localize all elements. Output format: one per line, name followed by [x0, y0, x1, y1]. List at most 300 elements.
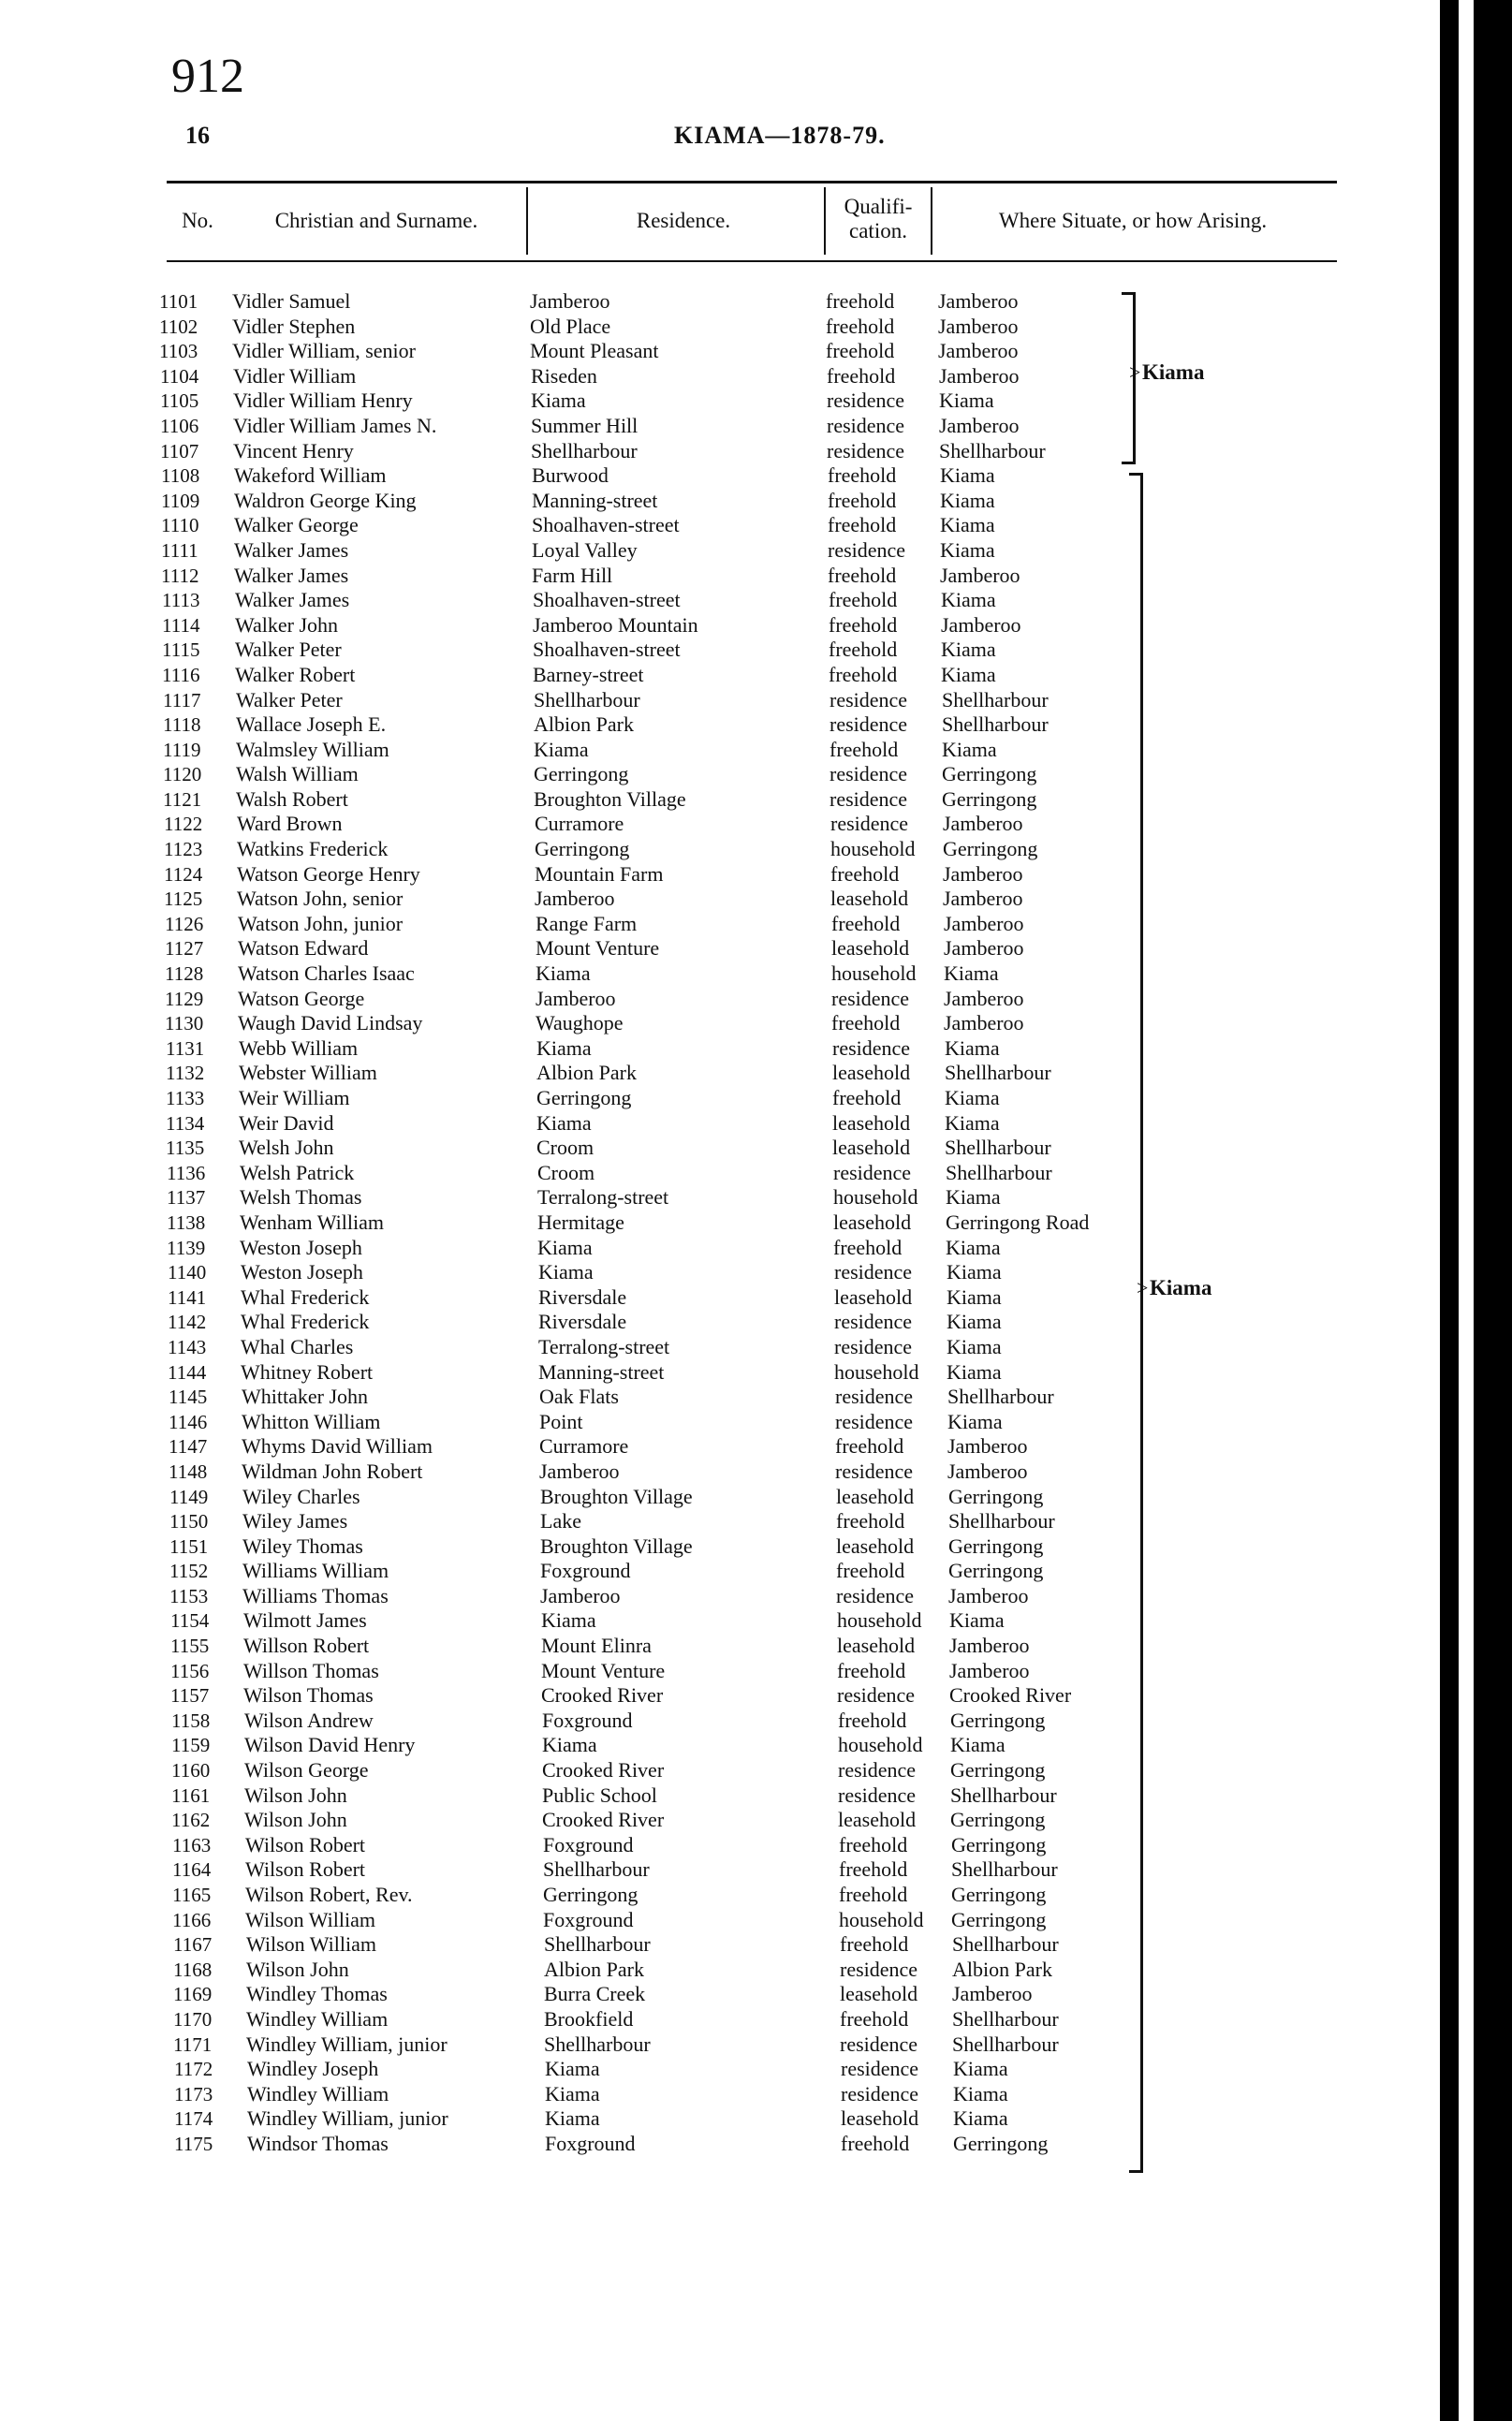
row-residence: Crooked River	[541, 1683, 664, 1708]
row-residence: Jamberoo Mountain	[533, 612, 698, 637]
row-residence: Kiama	[545, 2106, 600, 2131]
row-residence: Riversdale	[538, 1284, 627, 1309]
table-row	[0, 1111, 1404, 1137]
row-where-situate: Shellharbour	[952, 1932, 1059, 1957]
row-name: Wilson Robert, Rev.	[245, 1883, 413, 1906]
table-row	[0, 1908, 1404, 1933]
bracket-label-group-1: Kiama	[1142, 360, 1205, 384]
row-residence: Shellharbour	[531, 438, 638, 462]
row-name: Vidler William, senior	[232, 339, 416, 363]
table-row	[0, 2106, 1404, 2132]
table-row	[0, 1460, 1404, 1485]
row-qualification: residence	[840, 1957, 918, 1981]
table-row	[0, 987, 1404, 1012]
row-qualification: freehold	[837, 1658, 906, 1682]
row-where-situate: Kiama	[941, 662, 996, 686]
column-header-name: Christian and Surname.	[274, 209, 478, 232]
row-residence: Gerringong	[535, 837, 630, 861]
column-separator	[824, 187, 826, 255]
column-header-qualification-line1: Qualifi-	[844, 195, 913, 218]
table-row	[0, 1932, 1404, 1958]
row-residence: Manning-street	[538, 1359, 665, 1384]
row-where-situate: Jamberoo	[939, 413, 1020, 437]
row-name: Vincent Henry	[233, 438, 354, 462]
row-qualification: residence	[828, 537, 906, 562]
row-residence: Lake	[540, 1509, 581, 1533]
row-qualification: freehold	[839, 1857, 908, 1882]
row-where-situate: Kiama	[941, 588, 996, 612]
row-qualification: freehold	[829, 612, 898, 637]
table-row	[0, 1509, 1404, 1534]
row-residence: Croom	[537, 1160, 595, 1184]
row-name: Williams Thomas	[242, 1583, 389, 1607]
row-number: 1160	[171, 1759, 211, 1783]
row-qualification: household	[837, 1608, 922, 1633]
row-qualification: residence	[837, 1683, 916, 1708]
row-where-situate: Jamberoo	[949, 1658, 1030, 1682]
table-row	[0, 1584, 1404, 1609]
row-qualification: freehold	[829, 737, 899, 761]
row-name: Webster William	[239, 1061, 377, 1085]
table-row	[0, 787, 1404, 813]
row-name: Wilson David Henry	[244, 1733, 416, 1757]
row-number: 1109	[161, 489, 200, 512]
row-qualification: household	[830, 837, 916, 861]
row-name: Waugh David Lindsay	[238, 1011, 423, 1035]
column-separator	[931, 187, 932, 255]
table-row	[0, 1733, 1404, 1758]
row-where-situate: Shellharbour	[945, 1136, 1051, 1160]
row-name: Wilson Andrew	[244, 1708, 374, 1732]
row-residence: Foxground	[543, 1832, 634, 1856]
row-name: Wilson Robert	[245, 1857, 366, 1882]
row-number: 1128	[165, 962, 204, 986]
row-residence: Jamberoo	[536, 986, 616, 1010]
table-row	[0, 513, 1404, 538]
row-number: 1165	[172, 1884, 212, 1906]
row-number: 1169	[173, 1983, 213, 2006]
row-name: Whittaker John	[242, 1385, 369, 1409]
row-where-situate: Kiama	[945, 1110, 1000, 1135]
row-residence: Kiama	[537, 1235, 593, 1259]
row-qualification: freehold	[836, 1559, 905, 1583]
row-name: Wildman John Robert	[242, 1459, 423, 1483]
row-residence: Jamberoo	[540, 1583, 621, 1607]
row-qualification: residence	[827, 438, 905, 462]
row-name: Walker James	[234, 563, 349, 587]
table-row	[0, 538, 1404, 564]
row-residence: Foxground	[543, 1907, 634, 1931]
row-number: 1119	[163, 738, 201, 761]
row-name: Wiley James	[242, 1509, 348, 1533]
row-where-situate: Gerringong	[951, 1832, 1047, 1856]
row-number: 1146	[169, 1410, 208, 1433]
row-name: Walker Robert	[235, 662, 356, 686]
table-row	[0, 1833, 1404, 1858]
row-name: Walker James	[234, 537, 349, 562]
row-where-situate: Jamberoo	[938, 314, 1019, 338]
row-number: 1131	[166, 1036, 205, 1060]
row-where-situate: Kiama	[950, 1733, 1006, 1757]
row-qualification: freehold	[826, 339, 895, 363]
row-where-situate: Gerringong	[950, 1758, 1046, 1783]
row-number: 1147	[169, 1435, 208, 1459]
row-number: 1122	[164, 813, 203, 836]
row-number: 1171	[173, 2032, 213, 2056]
row-number: 1106	[160, 414, 199, 437]
row-qualification: residence	[827, 389, 905, 413]
row-name: Walker Peter	[235, 638, 342, 662]
row-residence: Shoalhaven-street	[532, 513, 680, 537]
row-number: 1111	[161, 538, 198, 562]
row-where-situate: Kiama	[953, 2057, 1008, 2081]
row-where-situate: Shellharbour	[948, 1509, 1055, 1533]
row-number: 1124	[164, 862, 203, 886]
row-number: 1121	[163, 787, 202, 811]
row-name: Welsh Thomas	[240, 1185, 362, 1210]
row-qualification: residence	[835, 1385, 914, 1409]
row-number: 1110	[161, 514, 199, 537]
row-residence: Burwood	[532, 463, 609, 488]
row-qualification: freehold	[828, 513, 897, 537]
row-name: Waldron George King	[234, 488, 417, 512]
row-number: 1141	[168, 1285, 207, 1309]
row-where-situate: Kiama	[947, 1310, 1002, 1334]
table-row	[0, 1434, 1404, 1460]
row-qualification: leasehold	[836, 1484, 915, 1508]
row-qualification: freehold	[838, 1708, 907, 1732]
row-qualification: residence	[831, 986, 910, 1010]
row-name: Vidler William	[233, 363, 357, 388]
row-where-situate: Shellharbour	[945, 1061, 1051, 1085]
row-where-situate: Kiama	[940, 537, 995, 562]
row-where-situate: Kiama	[940, 488, 995, 512]
row-name: Wiley Charles	[242, 1484, 360, 1508]
row-number: 1170	[173, 2007, 213, 2031]
header-bottom-rule	[167, 260, 1337, 262]
row-residence: Kiama	[536, 1110, 592, 1135]
row-qualification: freehold	[839, 1832, 908, 1856]
bracket-label-group-2: Kiama	[1150, 1276, 1212, 1299]
row-number: 1163	[172, 1833, 212, 1856]
table-row	[0, 1485, 1404, 1510]
page-title: KIAMA—1878-79.	[674, 122, 886, 149]
table-row	[0, 862, 1404, 888]
row-name: Windley William, junior	[247, 2106, 448, 2131]
row-where-situate: Jamberoo	[944, 911, 1024, 935]
row-residence: Point	[539, 1409, 583, 1433]
row-residence: Gerringong	[536, 1086, 632, 1109]
row-residence: Foxground	[540, 1559, 631, 1583]
row-residence: Mount Pleasant	[530, 339, 659, 363]
row-name: Vidler Samuel	[232, 289, 351, 313]
table-row	[0, 1136, 1404, 1161]
row-where-situate: Kiama	[942, 737, 997, 761]
row-name: Whal Charles	[241, 1334, 354, 1358]
table-row	[0, 812, 1404, 837]
row-where-situate: Jamberoo	[941, 612, 1021, 637]
row-number: 1103	[159, 340, 198, 363]
row-name: Webb William	[239, 1035, 359, 1060]
table-row	[0, 1335, 1404, 1360]
row-number: 1162	[171, 1809, 211, 1832]
row-number: 1123	[164, 838, 203, 861]
bracket-group-2	[1129, 473, 1143, 2173]
row-where-situate: Jamberoo	[944, 986, 1024, 1010]
table-row	[0, 663, 1404, 688]
table-row	[0, 1982, 1404, 2007]
table-row	[0, 2007, 1404, 2032]
row-qualification: freehold	[829, 588, 898, 612]
table-row	[0, 1683, 1404, 1709]
row-number: 1138	[167, 1210, 206, 1234]
row-number: 1157	[170, 1684, 210, 1708]
table-row	[0, 564, 1404, 589]
row-qualification: freehold	[829, 662, 898, 686]
row-name: Weston Joseph	[241, 1260, 363, 1284]
table-row	[0, 961, 1404, 987]
row-qualification: residence	[827, 413, 905, 437]
row-number: 1155	[170, 1635, 210, 1658]
row-number: 1116	[162, 663, 200, 686]
table-row	[0, 2032, 1404, 2058]
row-name: Wilson John	[244, 1808, 347, 1832]
row-name: Ward Brown	[237, 812, 343, 836]
table-row	[0, 887, 1404, 912]
row-number: 1105	[160, 389, 199, 413]
column-header-no: No.	[182, 209, 213, 232]
row-residence: Albion Park	[534, 712, 634, 737]
row-where-situate: Jamberoo	[947, 1459, 1028, 1483]
row-residence: Curramore	[539, 1434, 629, 1459]
row-where-situate: Kiama	[947, 1334, 1002, 1358]
row-name: Whitney Robert	[241, 1359, 374, 1384]
row-qualification: freehold	[831, 1011, 901, 1035]
table-row	[0, 1857, 1404, 1883]
row-qualification: freehold	[829, 638, 898, 662]
row-number: 1154	[170, 1609, 210, 1633]
table-row	[0, 1783, 1404, 1809]
row-residence: Barney-street	[533, 662, 644, 686]
row-residence: Crooked River	[542, 1758, 665, 1783]
row-name: Watson Charles Isaac	[238, 961, 415, 986]
row-residence: Hermitage	[537, 1210, 624, 1234]
row-name: Watson John, junior	[238, 911, 404, 935]
row-number: 1148	[169, 1460, 208, 1483]
row-number: 1140	[168, 1261, 207, 1284]
row-qualification: leasehold	[840, 1982, 918, 2006]
row-qualification: leasehold	[833, 1210, 912, 1234]
table-row	[0, 1036, 1404, 1062]
row-number: 1149	[169, 1485, 209, 1508]
row-name: Wiley Thomas	[242, 1533, 363, 1558]
table-row	[0, 1634, 1404, 1659]
row-where-situate: Jamberoo	[947, 1434, 1028, 1459]
row-where-situate: Kiama	[946, 1185, 1001, 1210]
column-header-where: Where Situate, or how Arising.	[998, 209, 1268, 232]
row-number: 1143	[168, 1335, 207, 1358]
row-qualification: leasehold	[837, 1634, 916, 1658]
row-qualification: residence	[838, 1783, 917, 1807]
table-row	[0, 289, 1404, 315]
row-residence: Mount Venture	[541, 1658, 666, 1682]
table-row	[0, 1608, 1404, 1634]
table-row	[0, 315, 1404, 340]
table-row	[0, 1758, 1404, 1783]
column-header-qualification-line2: cation.	[849, 219, 907, 242]
row-number: 1174	[174, 2107, 213, 2131]
row-name: Vidler William James N.	[233, 413, 437, 437]
row-where-situate: Jamberoo	[943, 887, 1023, 911]
row-residence: Broughton Village	[540, 1533, 693, 1558]
row-residence: Oak Flats	[539, 1385, 619, 1409]
table-row	[0, 2057, 1404, 2082]
row-qualification: leasehold	[832, 1136, 911, 1160]
row-number: 1159	[171, 1734, 211, 1757]
row-qualification: freehold	[840, 2006, 909, 2031]
table-row	[0, 463, 1404, 489]
row-where-situate: Jamberoo	[943, 861, 1023, 886]
row-name: Welsh John	[239, 1136, 334, 1160]
row-name: Walker John	[235, 612, 339, 637]
row-number: 1120	[163, 763, 202, 786]
row-residence: Foxground	[542, 1708, 633, 1732]
row-where-situate: Shellharbour	[942, 712, 1049, 737]
row-where-situate: Kiama	[947, 1284, 1002, 1309]
table-row	[0, 1185, 1404, 1210]
table-row	[0, 712, 1404, 738]
bracket-point: >	[1137, 1276, 1149, 1299]
row-name: Wilson William	[246, 1932, 376, 1957]
row-number: 1127	[165, 937, 204, 961]
row-name: Walsh Robert	[236, 786, 348, 811]
row-residence: Kiama	[545, 2081, 600, 2106]
row-residence: Broughton Village	[534, 786, 686, 811]
row-number: 1136	[167, 1161, 206, 1184]
row-qualification: residence	[829, 762, 908, 786]
row-number: 1173	[174, 2082, 213, 2106]
row-where-situate: Gerringong	[943, 837, 1038, 861]
row-where-situate: Kiama	[945, 1086, 1000, 1109]
row-number: 1135	[166, 1137, 205, 1160]
row-residence: Burra Creek	[544, 1982, 646, 2006]
row-residence: Kiama	[536, 1035, 592, 1060]
row-qualification: freehold	[833, 1235, 903, 1259]
table-row	[0, 738, 1404, 763]
row-number: 1108	[161, 464, 200, 488]
row-where-situate: Albion Park	[952, 1957, 1052, 1981]
row-residence: Albion Park	[536, 1061, 637, 1085]
row-where-situate: Shellharbour	[952, 2006, 1059, 2031]
row-where-situate: Kiama	[947, 1359, 1002, 1384]
row-qualification: household	[831, 961, 917, 986]
row-residence: Shellharbour	[543, 1857, 650, 1882]
header-top-rule	[167, 181, 1337, 183]
row-name: Windley William, junior	[246, 2032, 448, 2056]
row-name: Wilson John	[244, 1783, 347, 1807]
row-name: Weston Joseph	[240, 1235, 362, 1259]
row-name: Walsh William	[236, 762, 359, 786]
row-qualification: residence	[835, 1409, 914, 1433]
row-where-situate: Gerringong	[950, 1708, 1046, 1732]
row-where-situate: Jamberoo	[944, 936, 1024, 961]
row-name: Windsor Thomas	[247, 2131, 389, 2155]
row-residence: Brookfield	[544, 2006, 634, 2031]
table-row	[0, 1385, 1404, 1410]
table-row	[0, 1709, 1404, 1734]
adjacent-page-strip	[1459, 0, 1474, 2421]
row-where-situate: Jamberoo	[944, 1011, 1024, 1035]
table-row	[0, 936, 1404, 961]
row-residence: Albion Park	[544, 1957, 644, 1981]
row-number: 1117	[163, 688, 201, 712]
row-where-situate: Kiama	[953, 2106, 1008, 2131]
row-number: 1113	[162, 589, 200, 612]
row-number: 1137	[167, 1186, 206, 1210]
row-where-situate: Gerringong	[942, 762, 1037, 786]
row-name: Whyms David William	[242, 1434, 433, 1459]
table-row	[0, 1410, 1404, 1435]
bracket-point: >	[1129, 360, 1141, 384]
row-name: Windley Joseph	[247, 2057, 379, 2081]
row-name: Watson John, senior	[237, 887, 404, 911]
table-row	[0, 489, 1404, 514]
row-residence: Foxground	[545, 2131, 636, 2155]
row-name: Watkins Frederick	[237, 837, 389, 861]
row-residence: Public School	[542, 1783, 657, 1807]
row-where-situate: Shellharbour	[939, 438, 1046, 462]
table-row	[0, 588, 1404, 613]
row-where-situate: Shellharbour	[947, 1385, 1054, 1409]
row-number: 1142	[168, 1311, 207, 1334]
column-header-qualification	[828, 195, 929, 243]
row-qualification: leasehold	[841, 2106, 919, 2131]
row-qualification: freehold	[827, 363, 896, 388]
row-residence: Shellharbour	[544, 1932, 651, 1957]
row-name: Weir David	[239, 1110, 334, 1135]
row-qualification: household	[839, 1907, 924, 1931]
table-row	[0, 414, 1404, 439]
row-qualification: freehold	[828, 563, 897, 587]
row-where-situate: Jamberoo	[948, 1583, 1029, 1607]
row-residence: Terralong-street	[538, 1334, 670, 1358]
row-number: 1118	[163, 713, 201, 737]
row-name: Wilson Thomas	[243, 1683, 374, 1708]
table-row	[0, 1559, 1404, 1584]
table-row	[0, 2132, 1404, 2157]
row-name: Willson Thomas	[243, 1658, 379, 1682]
row-number: 1152	[169, 1560, 209, 1583]
row-residence: Jamberoo	[535, 887, 615, 911]
table-row	[0, 1808, 1404, 1833]
row-residence: Shoalhaven-street	[533, 588, 681, 612]
row-name: Wallace Joseph E.	[236, 712, 387, 737]
row-residence: Kiama	[531, 389, 586, 413]
row-qualification: freehold	[830, 861, 900, 886]
row-qualification: freehold	[836, 1509, 905, 1533]
row-qualification: leasehold	[836, 1533, 915, 1558]
row-where-situate: Jamberoo	[949, 1634, 1030, 1658]
row-number: 1145	[169, 1386, 208, 1409]
row-residence: Kiama	[541, 1608, 596, 1633]
row-name: Windley William	[246, 2006, 389, 2031]
row-residence: Jamberoo	[539, 1459, 620, 1483]
table-row	[0, 762, 1404, 787]
row-residence: Shellharbour	[544, 2032, 651, 2056]
row-residence: Shellharbour	[534, 687, 640, 712]
table-row	[0, 837, 1404, 862]
page-number: 912	[171, 50, 244, 103]
